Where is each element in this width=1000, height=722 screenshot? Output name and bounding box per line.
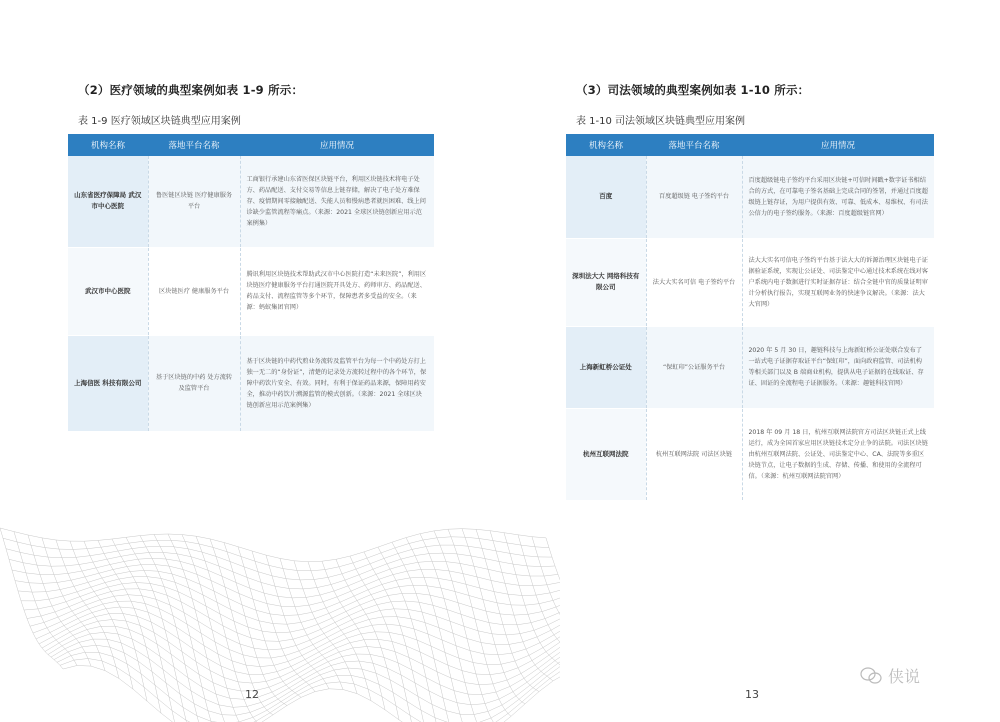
desc-cell: 工商银行承建山东省医保区块链平台，利用区块链技术将电子处方、药品配送、支付交易等信息上链存储，解决了电子处方难保存、疫情期间零接触配送、失能人员和慢病患者就医困难、线上问诊缺少监管流程等痛点。（来源：2021 全球区块链创新应用示范案例集） (240, 156, 434, 247)
org-cell: 杭州互联网法院 (566, 408, 646, 500)
section-heading-medical: （2）医疗领域的典型案例如表 1-9 所示： (78, 83, 304, 97)
medical-table (68, 134, 434, 432)
header-org: 机构名称 (566, 134, 646, 156)
table-caption-judicial: 表 1-10 司法领域区块链典型应用案例 (576, 116, 746, 127)
org-cell: 上海新虹桥公证处 (566, 326, 646, 408)
platform-cell: 杭州互联网法院 司法区块链 (646, 408, 742, 500)
page-number: 12 (245, 688, 259, 701)
header-platform: 落地平台名称 (148, 134, 240, 156)
platform-cell: 法大大实名可信 电子签约平台 (646, 238, 742, 326)
table-row (566, 326, 934, 408)
desc-cell: 百度超级链电子签约平台采用区块链+可信时间戳+数字证书相结合的方式，在可靠电子签名基础上完成合同的签署，并通过百度超级链上链存证，为用户提供有效、可靠、低成本、易维权、有司法公信力的电子签约服务。（来源：百度超级链官网） (742, 156, 934, 238)
section-heading-judicial: （3）司法领域的典型案例如表 1-10 所示： (576, 83, 810, 97)
table-row (68, 247, 434, 335)
table-row (566, 408, 934, 500)
org-cell: 上海信医 科技有限公司 (68, 335, 148, 431)
table-header-row (68, 134, 434, 156)
header-desc: 应用情况 (742, 134, 934, 156)
header-platform: 落地平台名称 (646, 134, 742, 156)
org-cell: 武汉市中心医院 (68, 247, 148, 335)
desc-cell: 2020 年 5 月 30 日，趣链科技与上海新虹桥公证处联合发布了一站式电子证据存取证平台“保虹印”，面向政府监管、司法机构等相关部门以及 B 端商业机构，提供从电子证据的在线取证、存证、固证的全流程电子证据服务。（来源：趣链科技官网） (742, 326, 934, 408)
platform-cell: 百度超级链 电子签约平台 (646, 156, 742, 238)
page-number: 13 (745, 688, 759, 701)
judicial-table (566, 134, 934, 501)
table-row (566, 156, 934, 238)
header-desc: 应用情况 (240, 134, 434, 156)
table-row (68, 156, 434, 247)
page-13 (500, 0, 1000, 722)
org-cell: 深圳法大大 网络科技有限公司 (566, 238, 646, 326)
watermark (860, 664, 920, 687)
desc-cell: 腾讯利用区块链技术帮助武汉市中心医院打造“未来医院”，利用区块链医疗健康服务平台打通医院开具处方、药师审方、药品配送、药品支付、流程监管等多个环节，保障患者多受益的安全。（来源：蚂蚁集团官网） (240, 247, 434, 335)
desc-cell: 法大大实名可信电子签约平台基于法大大的诉源治理区块链电子证据验证系统，实现让公证处、司法鉴定中心通过技术系统在线对客户系统内电子数据进行实时证据存证：结合全链中官的质量证明审计分析执行报告，实现互联网业务的快速争议解决。（来源：法大大官网） (742, 238, 934, 326)
header-org: 机构名称 (68, 134, 148, 156)
table-caption-medical: 表 1-9 医疗领域区块链典型应用案例 (78, 116, 241, 127)
platform-cell: 区块链医疗 健康服务平台 (148, 247, 240, 335)
platform-cell: 鲁医链区块链 医疗健康服务平台 (148, 156, 240, 247)
table-header-row (566, 134, 934, 156)
table-row (68, 335, 434, 431)
org-cell: 百度 (566, 156, 646, 238)
watermark-text: 侠说 (888, 667, 921, 686)
org-cell: 山东省医疗保障局 武汉市中心医院 (68, 156, 148, 247)
platform-cell: “保虹印”公证服务平台 (646, 326, 742, 408)
desc-cell: 2018 年 09 月 18 日，杭州互联网法院官方司法区块链正式上线运行，成为全国首家应用区块链技术定分止争的法院。司法区块链由杭州互联网法院、公证处、司法鉴定中心、CA、法院等多重区块链节点，让电子数据的生成、存储、传播、和使用的全流程可信。（来源：杭州互联网法院官网） (742, 408, 934, 500)
desc-cell: 基于区块链的中药代煎业务流转及监管平台为每一个中药处方打上独一无二的“身份证”，清楚的记录处方流转过程中的各个环节，保障中药饮片安全、有效。同时，有利于保证药品来源，保障用药安全，推动中药饮片溯源监管的模式创新。（来源：2021 全球区块链创新应用示范案例集） (240, 335, 434, 431)
platform-cell: 基于区块链的中药 处方流转及监管平台 (148, 335, 240, 431)
table-row (566, 238, 934, 326)
chat-bubble-icon (860, 667, 882, 685)
